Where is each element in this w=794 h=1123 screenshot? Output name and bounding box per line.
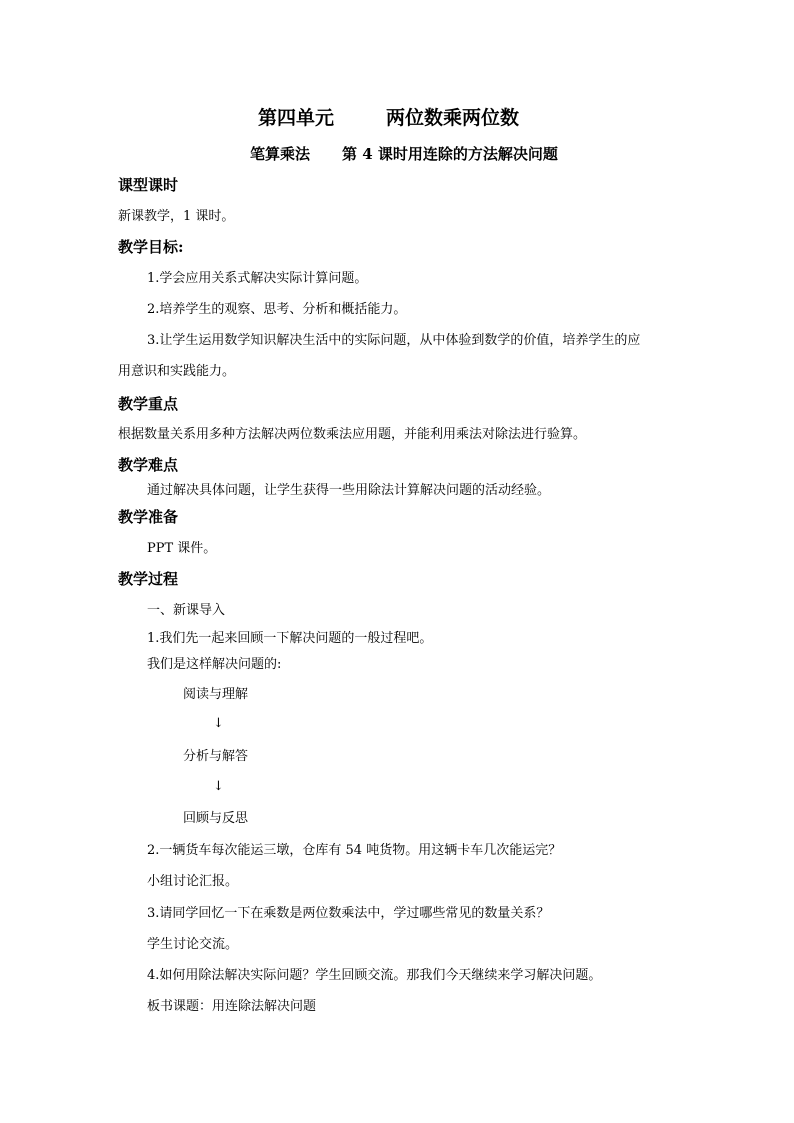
process-q1-follow: 我们是这样解决问题的: [147, 657, 282, 672]
process-q3-follow: 学生讨论交流。 [147, 937, 239, 952]
section-heading-difficulty: 教学难点 [118, 456, 179, 474]
process-q2: 2.一辆货车每次能运三墩，仓库有 54 吨货物。用这辆卡车几次能运完？ [147, 843, 562, 858]
section-heading-key: 教学重点 [118, 395, 179, 413]
goal-1: 1.学会应用关系式解决实际计算问题。 [147, 271, 368, 286]
flow-arrow-down-icon: ↓ [213, 716, 224, 731]
flow-step-read: 阅读与理解 [183, 687, 249, 702]
flow-step-review: 回顾与反思 [183, 811, 249, 826]
difficulty-text: 通过解决具体问题，让学生获得一些用除法计算解决问题的活动经验。 [147, 483, 551, 498]
section-heading-process: 教学过程 [118, 570, 179, 588]
title-topic: 两位数乘两位数 [386, 107, 520, 129]
process-q4-follow: 板书课题：用连除法解决问题 [147, 999, 317, 1014]
type-text: 新课教学，1 课时。 [118, 209, 235, 224]
section-heading-goals: 教学目标: [118, 238, 184, 256]
process-q1: 1.我们先一起来回顾一下解决问题的一般过程吧。 [147, 631, 433, 646]
goal-3-line2: 用意识和实践能力。 [118, 364, 236, 379]
subtitle-right: 第 4 课时用连除的方法解决问题 [342, 145, 558, 163]
section-heading-prep: 教学准备 [118, 508, 179, 526]
goal-2: 2.培养学生的观察、思考、分析和概括能力。 [147, 302, 407, 317]
process-q4: 4.如何用除法解决实际问题？学生回顾交流。那我们今天继续来学习解决问题。 [147, 968, 602, 983]
subtitle-left: 笔算乘法 [250, 145, 311, 163]
section-heading-type: 课型课时 [118, 176, 179, 194]
flow-step-analyze: 分析与解答 [183, 749, 249, 764]
process-part-1: 一、新课导入 [147, 603, 226, 618]
process-q2-follow: 小组讨论汇报。 [147, 874, 239, 889]
flow-arrow-down-icon: ↓ [213, 779, 224, 794]
process-q3: 3.请同学回忆一下在乘数是两位数乘法中，学过哪些常见的数量关系？ [147, 906, 550, 921]
key-text: 根据数量关系用多种方法解决两位数乘法应用题，并能利用乘法对除法进行验算。 [118, 427, 587, 442]
prep-text: PPT 课件。 [147, 541, 217, 556]
title-unit: 第四单元 [258, 107, 335, 129]
goal-3-line1: 3.让学生运用数学知识解决生活中的实际问题，从中体验到数学的价值，培养学生的应 [147, 333, 641, 348]
